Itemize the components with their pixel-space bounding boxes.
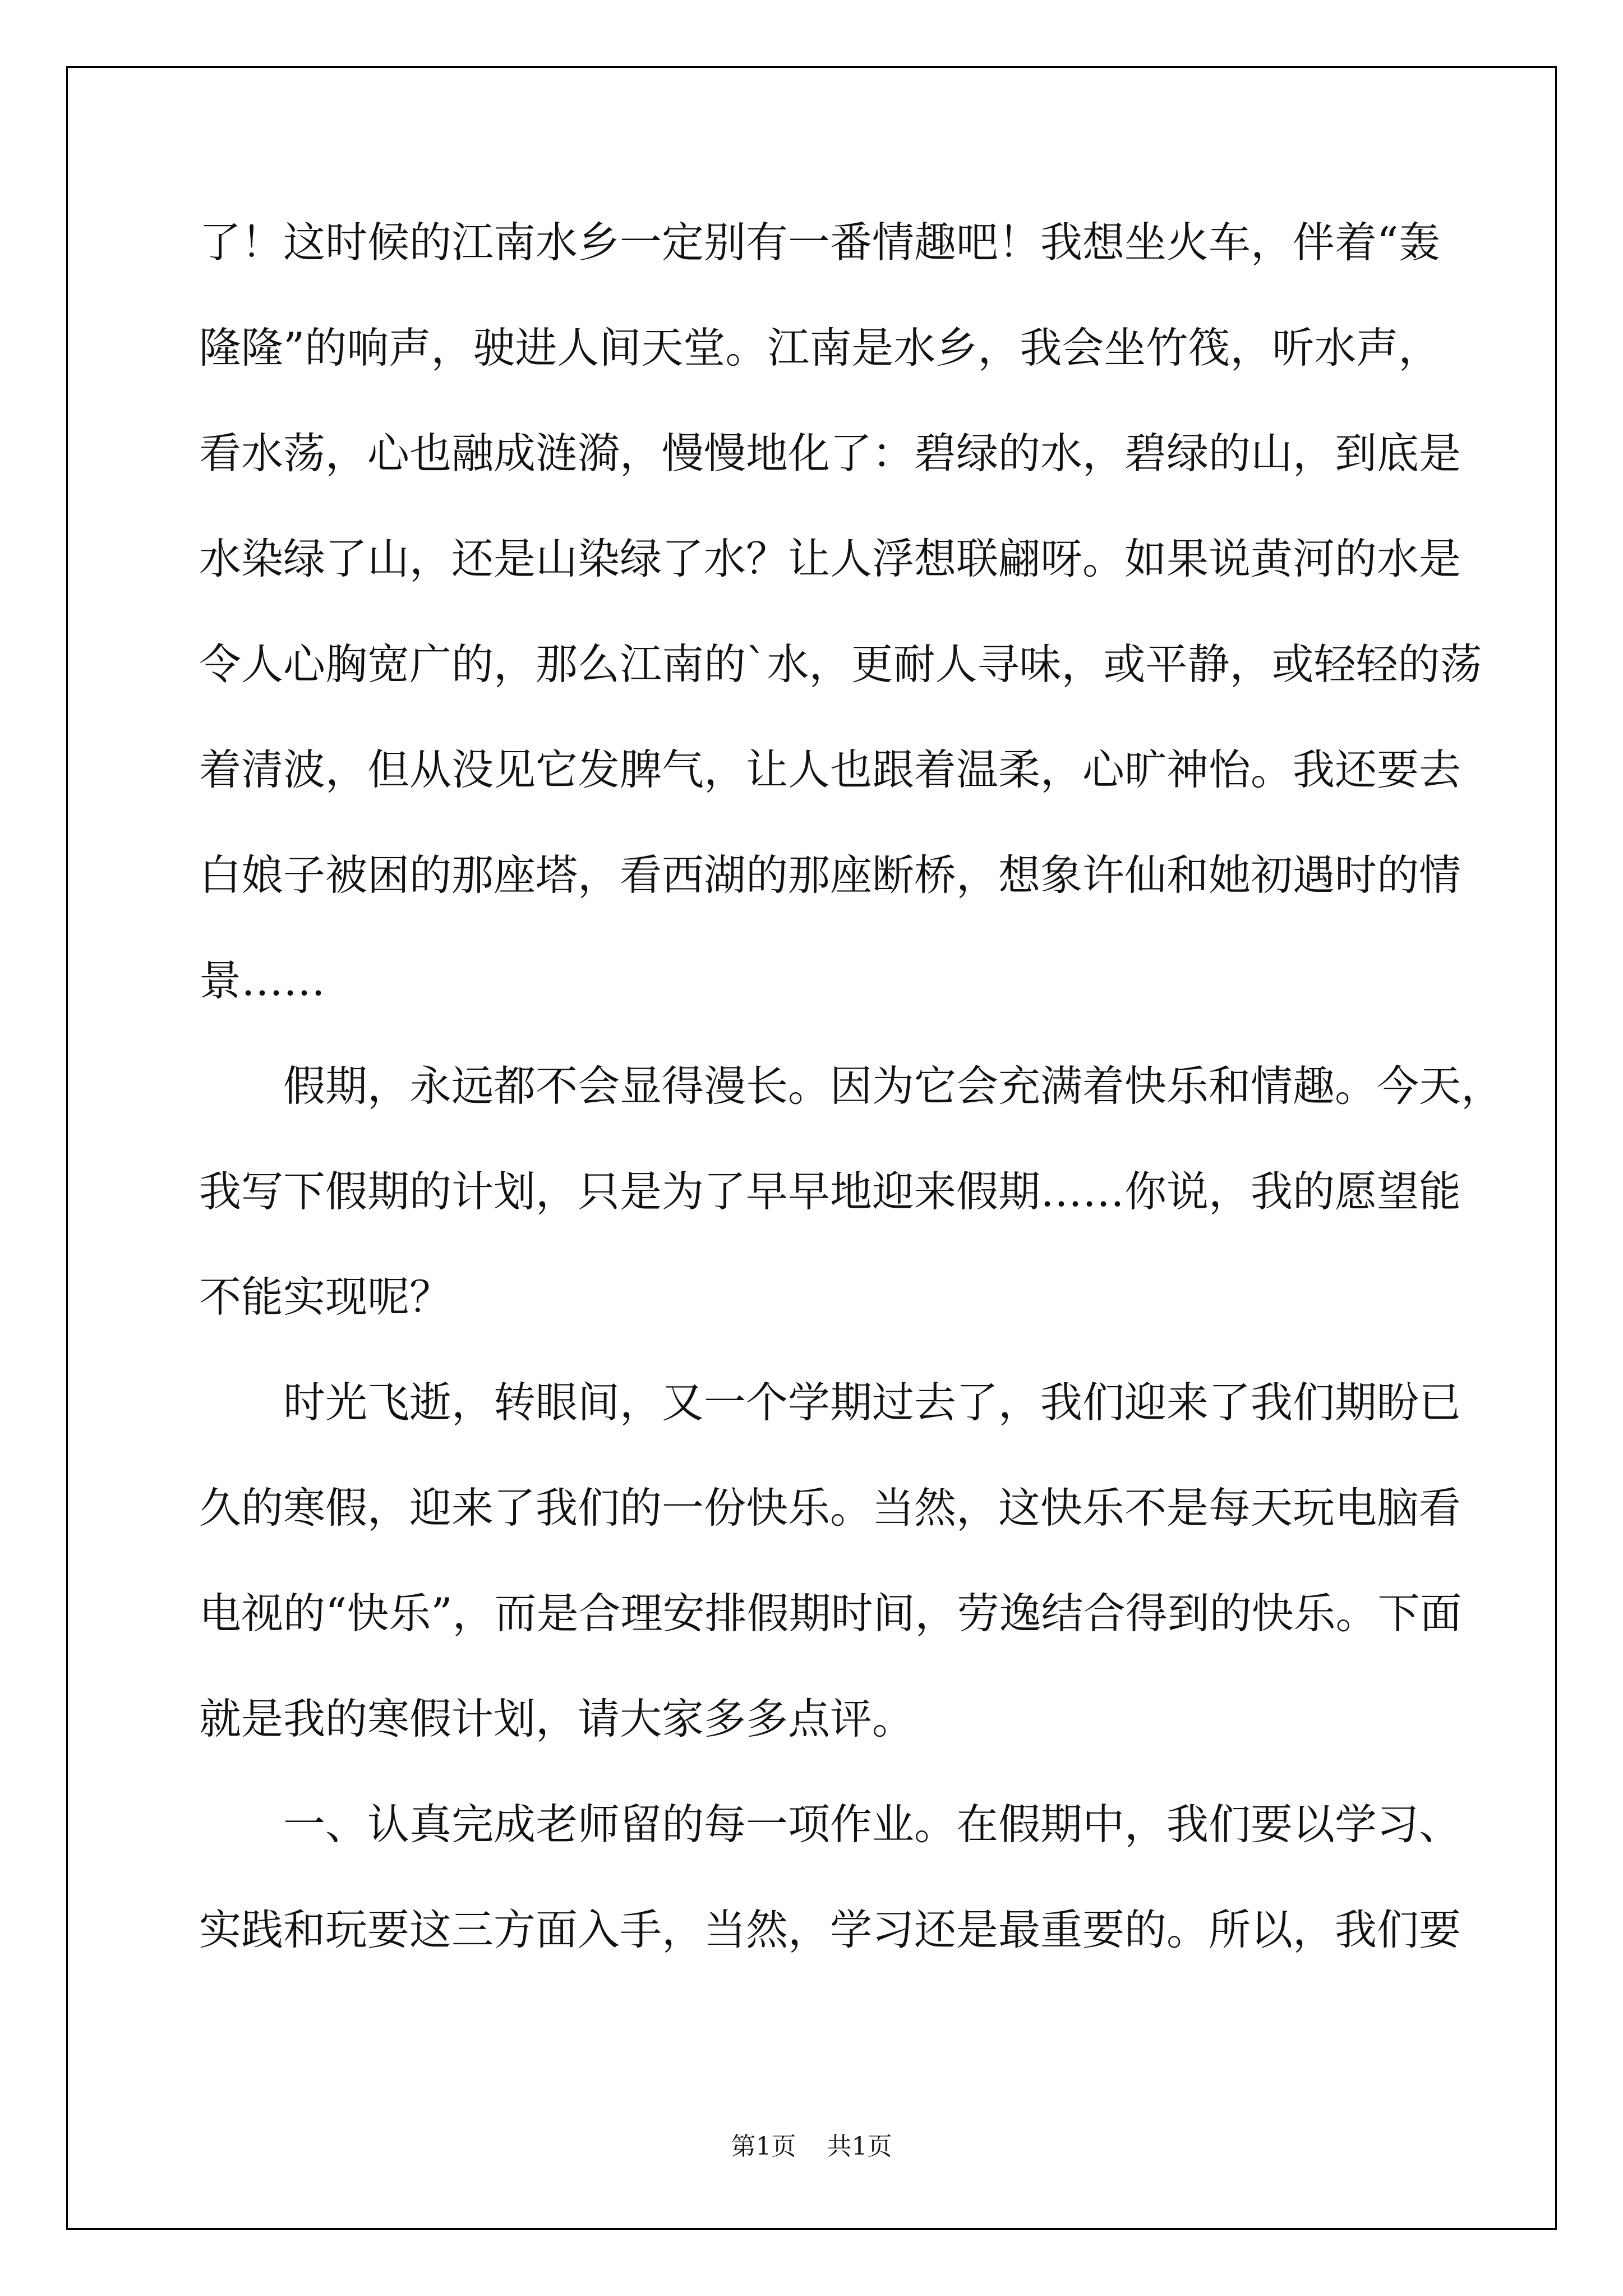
document-body: [199, 216, 1504, 1956]
paragraph-first-line: 时光飞逝，转眼间，又一个学期过去了，我们迎来了我们期盼已: [283, 1378, 1461, 1427]
text-line: 看水荡，心也融成涟漪，慢慢地化了：碧绿的水，碧绿的山，到底是: [199, 429, 1461, 478]
text-line: 水染绿了山，还是山染绿了水？让人浮想联翩呀。如果说黄河的水是: [199, 534, 1461, 583]
text-line: 不能实现呢？: [199, 1272, 452, 1322]
text-line: 景……: [199, 956, 326, 1005]
total-pages: 共1页: [827, 2132, 892, 2161]
page-footer: [0, 2126, 1623, 2162]
text-line: 电视的“快乐”，而是合理安排假期时间，劳逸结合得到的快乐。下面: [199, 1589, 1462, 1638]
paragraph-first-line: 假期，永远都不会显得漫长。因为它会充满着快乐和情趣。今天，: [283, 1061, 1504, 1111]
text-line: 久的寒假，迎来了我们的一份快乐。当然，这快乐不是每天玩电脑看: [199, 1483, 1461, 1533]
page-number: 第1页: [731, 2132, 796, 2161]
text-line: 就是我的寒假计划，请大家多多点评。: [199, 1694, 915, 1743]
text-line: 了！这时候的江南水乡一定别有一番情趣吧！我想坐火车，伴着“轰: [199, 218, 1441, 267]
text-line: 白娘子被困的那座塔，看西湖的那座断桥，想象许仙和她初遇时的情: [199, 850, 1461, 900]
text-line: 隆隆”的响声，驶进人间天堂。江南是水乡，我会坐竹筏，听水声，: [199, 323, 1441, 372]
text-line: 着清波，但从没见它发脾气，让人也跟着温柔，心旷神怡。我还要去: [199, 745, 1461, 794]
text-line: 令人心胸宽广的，那么江南的`水，更耐人寻味，或平静，或轻轻的荡: [199, 639, 1482, 689]
text-line: 我写下假期的计划，只是为了早早地迎来假期……你说，我的愿望能: [199, 1167, 1461, 1216]
text-line: 实践和玩要这三方面入手，当然，学习还是最重要的。所以，我们要: [199, 1905, 1461, 1954]
paragraph-first-line: 一、认真完成老师留的每一项作业。在假期中，我们要以学习、: [283, 1800, 1461, 1849]
